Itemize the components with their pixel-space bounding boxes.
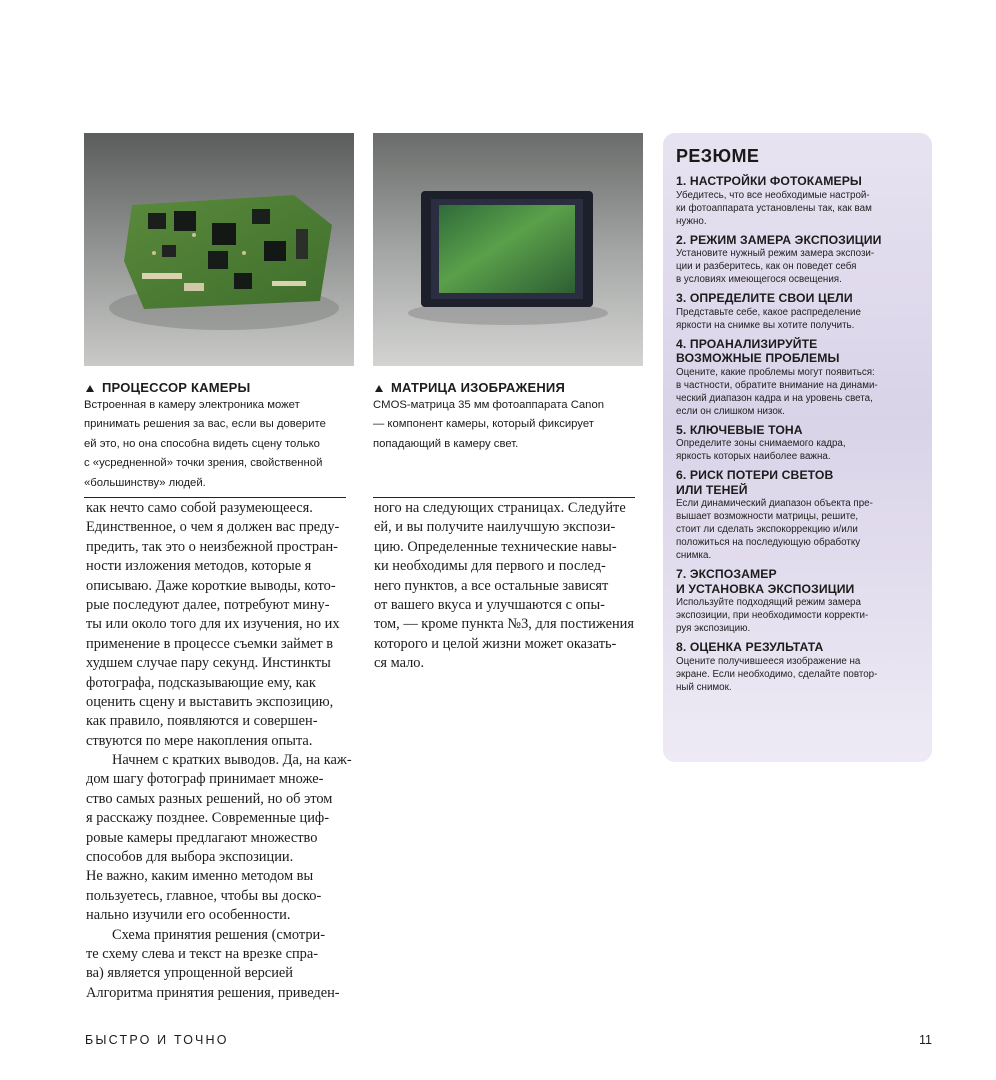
page-number: 11: [919, 1033, 932, 1047]
column-divider: [84, 497, 346, 498]
summary-item: [676, 174, 926, 228]
image-sensor-photo: [373, 133, 643, 366]
camera-processor-photo: [84, 133, 354, 366]
summary-item-text: Оцените получившееся изображение на экране. Если необходимо, сделайте повтор- ный снимок.: [676, 655, 878, 693]
summary-item: [676, 468, 926, 562]
summary-item: [676, 291, 926, 332]
body-text-column-1: как нечто само собой разумеющееся. Единственное, о чем я должен вас преду- предить, так это о неизбежной простран- ности изложения методов, которые я описываю. Даже короткие выводы, кото- рые последуют далее, потребуют мину- ты или около того для их изучения, но их применение в процессе съемки займет в худшем случае пару секунд. Инстинкты фотографа, подсказывающие ему, как оценить сцену и выставить экспозицию, как правило, появляются и совершен- ствуются по мере накопления опыта. Начнем с кратких выводов. Да, на каж- дом шагу фотограф принимает множе- ство самых разных решений, но об этом я расскажу позднее. Современные циф- ровые камеры предлагают множество способов для выбора экспозиции. Не важно, каким именно методом вы пользуетесь, главное, чтобы вы доско- нально изучили его особенности. Схема принятия решения (смотри- те схему слева и текст на врезке спра- ва) является упрощенной версией Алгоритма принятия решения, приведен-: [86, 500, 352, 1001]
summary-item: [676, 233, 926, 287]
triangle-up-icon: [375, 385, 383, 392]
summary-item-text: Если динамический диапазон объекта пре- вышает возможности матрицы, решите, стоит ли сделать экспокоррекцию и/или положиться на последующую обработку снимка.: [676, 498, 873, 561]
summary-item: [676, 640, 926, 694]
figure-caption-processor: [84, 380, 356, 494]
figure-caption-title: ПРОЦЕССОР КАМЕРЫ: [84, 380, 356, 396]
summary-item-text: Определите зоны снимаемого кадра, яркость которых наиболее важна.: [676, 438, 846, 462]
triangle-up-icon: [86, 385, 94, 392]
summary-item: [676, 567, 926, 635]
figure-caption-sensor: [373, 380, 645, 455]
summary-item-title: 4. ПРОАНАЛИЗИРУЙТЕ ВОЗМОЖНЫЕ ПРОБЛЕМЫ: [676, 336, 840, 365]
body-text-column-2: ного на следующих страницах. Следуйте ей, и вы получите наилучшую экспози- цию. Определенные технические навы- ки необходимы для первого и послед- него пунктов, а все остальные зависят от вашего вкуса и улучшаются с опы- том, — кроме пункта №3, для постижения которого и целой жизни может оказать- ся мало.: [374, 500, 634, 672]
figure-caption-title: МАТРИЦА ИЗОБРАЖЕНИЯ: [373, 380, 645, 396]
summary-sidebar: [663, 133, 932, 762]
running-footer-title: БЫСТРО И ТОЧНО: [85, 1033, 229, 1047]
summary-item-title: 6. РИСК ПОТЕРИ СВЕТОВ ИЛИ ТЕНЕЙ: [676, 468, 834, 497]
summary-item-title: 2. РЕЖИМ ЗАМЕРА ЭКСПОЗИЦИИ: [676, 232, 882, 247]
summary-item-title: 5. КЛЮЧЕВЫЕ ТОНА: [676, 422, 803, 437]
summary-item-text: Установите нужный режим замера экспози- ции и разберитесь, как он поведет себя в условиях имеющегося освещения.: [676, 248, 875, 285]
figure-caption-text: CMOS-матрица 35 мм фотоаппарата Canon — компонент камеры, который фиксирует попадающий в камеру свет.: [373, 399, 605, 450]
sidebar-title: РЕЗЮМЕ: [676, 146, 760, 166]
summary-item-title: 8. ОЦЕНКА РЕЗУЛЬТАТА: [676, 640, 824, 654]
summary-item-text: Оцените, какие проблемы могут появиться: в частности, обратите внимание на динами- ческий диапазон кадра и на уровень света, если он слишком низок.: [676, 366, 878, 417]
summary-item-text: Используйте подходящий режим замера экспозиции, при необходимости корректи- руя экспозицию.: [676, 597, 869, 634]
summary-item-title: 7. ЭКСПОЗАМЕР И УСТАНОВКА ЭКСПОЗИЦИИ: [676, 567, 855, 596]
summary-item: [676, 337, 926, 418]
sidebar-items: [676, 174, 926, 699]
summary-item-title: 3. ОПРЕДЕЛИТЕ СВОИ ЦЕЛИ: [676, 291, 853, 305]
summary-item-text: Представьте себе, какое распределение яркости на снимке вы хотите получить.: [676, 306, 861, 331]
column-divider: [373, 497, 635, 498]
figure-caption-text: Встроенная в камеру электроника может принимать решения за вас, если вы доверите ей это, но она способна видеть сцену только с «усредненной» точки зрения, свойственной «большинству» людей.: [84, 399, 326, 489]
summary-item-text: Убедитесь, что все необходимые настрой- ки фотоаппарата установлены так, как вам нужно.: [676, 189, 872, 227]
summary-item-title: 1. НАСТРОЙКИ ФОТОКАМЕРЫ: [676, 174, 862, 188]
summary-item: [676, 423, 926, 464]
